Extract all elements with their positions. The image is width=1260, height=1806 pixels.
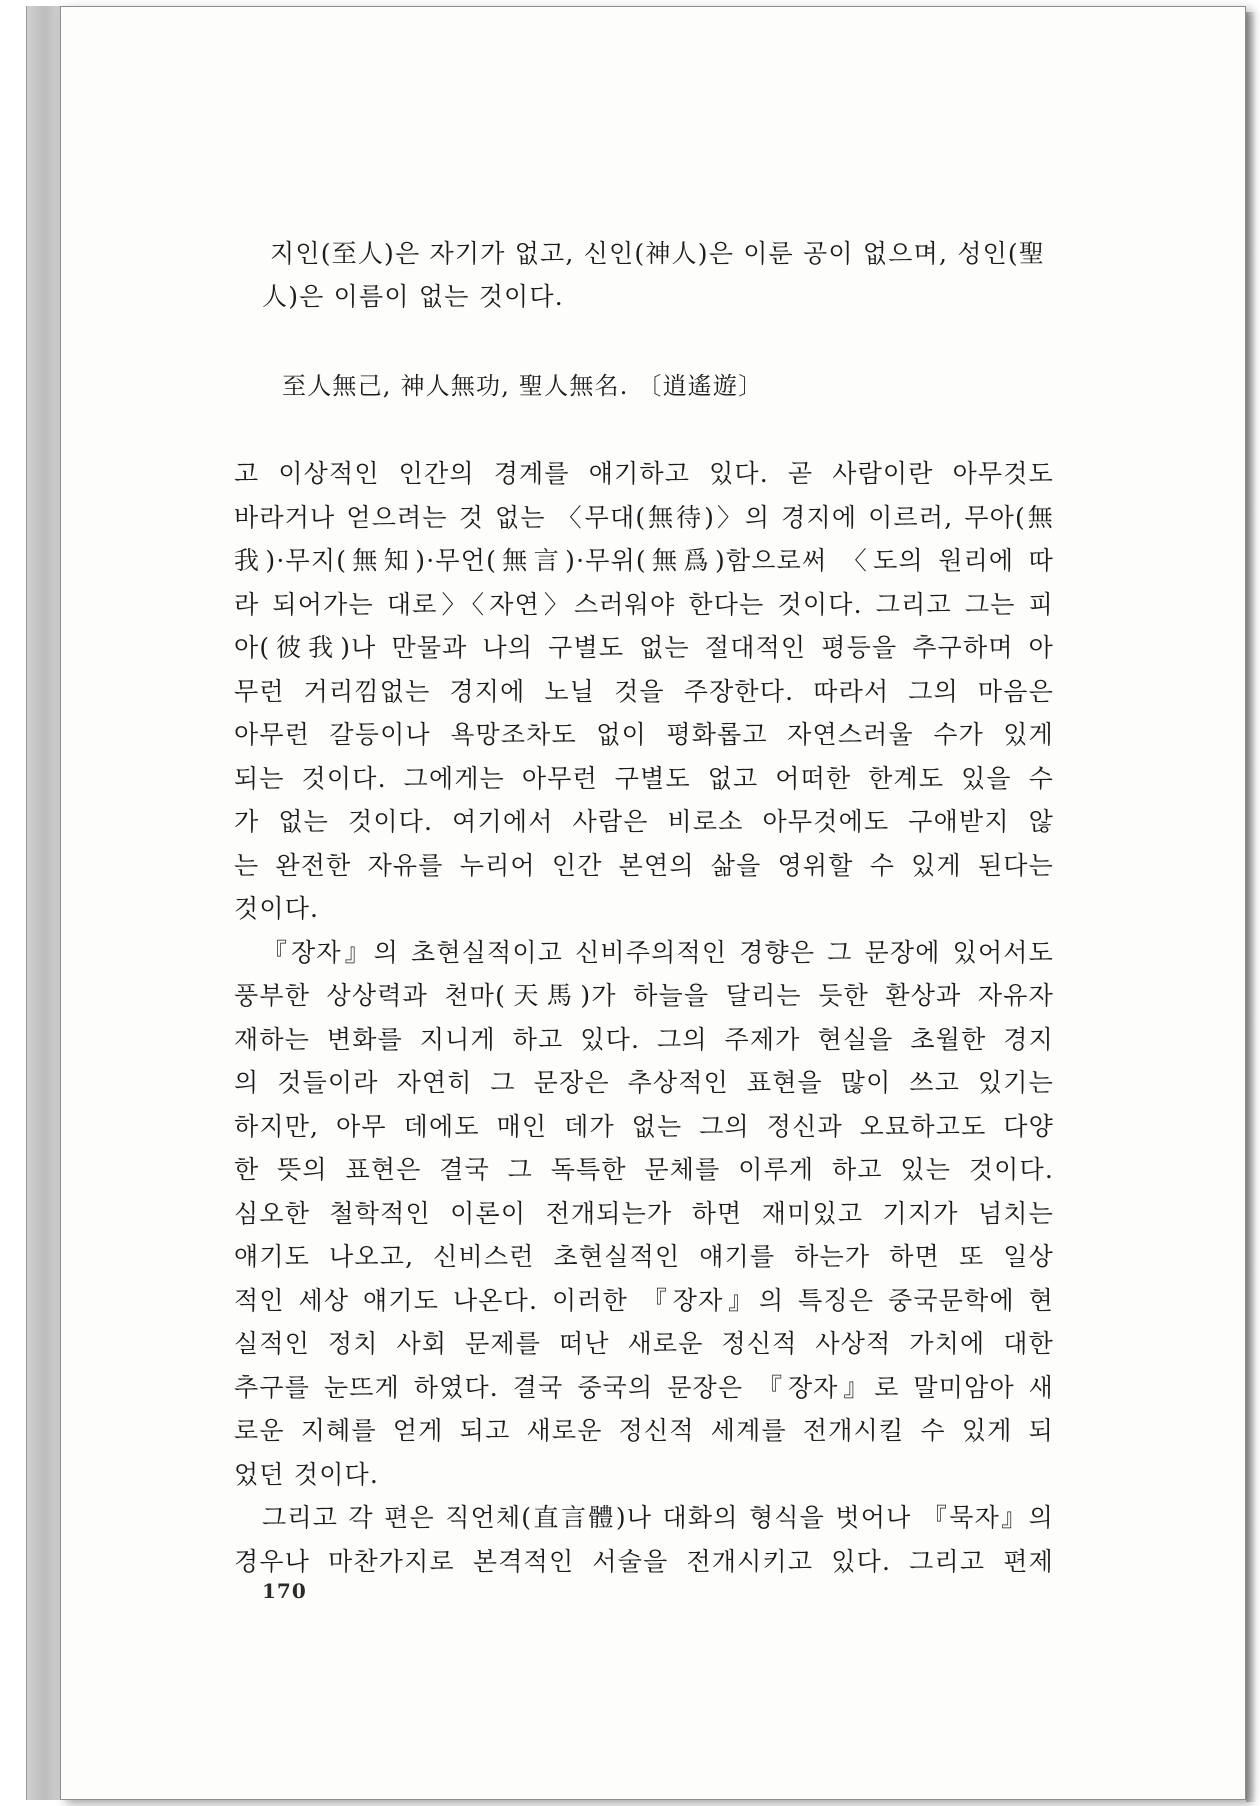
- body-line: 얘기도 나오고, 신비스런 초현실적인 얘기를 하는가 하면 또 일상: [234, 1242, 1054, 1271]
- page-shadow: [1246, 12, 1256, 1802]
- page-number: 170: [262, 1579, 307, 1603]
- body-line: 바라거나 얻으려는 것 없는 〈무대(無待)〉의 경지에 이르러, 무아(無: [234, 502, 1054, 532]
- body-line: 아무런 갈등이나 욕망조차도 없이 평화롭고 자연스러울 수가 있게: [234, 720, 1054, 749]
- body-line: 는 완전한 자유를 누리어 인간 본연의 삶을 영위할 수 있게 된다는: [234, 850, 1054, 880]
- body-line: 아(彼我)나 만물과 나의 구별도 없는 절대적인 평등을 추구하며 아: [234, 633, 1054, 662]
- body-line: 의 것들이라 자연히 그 문장은 추상적인 표현을 많이 쓰고 있기는: [234, 1068, 1054, 1097]
- body-line: 추구를 눈뜨게 하였다. 결국 중국의 문장은 『장자』로 말미암아 새: [234, 1372, 1054, 1402]
- quote-line: 人)은 이름이 없는 것이다.: [262, 282, 564, 311]
- body-line: 었던 것이다.: [234, 1459, 380, 1489]
- body-line: 것이다.: [234, 894, 320, 923]
- body-paragraphs: [234, 452, 1054, 1583]
- body-line: 하지만, 아무 데에도 매인 데가 없는 그의 정신과 오묘하고도 다양: [234, 1111, 1054, 1141]
- body-line: 풍부한 상상력과 천마(天馬)가 하늘을 달리는 듯한 환상과 자유자: [234, 981, 1054, 1010]
- body-line: 되는 것이다. 그에게는 아무런 구별도 없고 어떠한 한계도 있을 수: [234, 763, 1054, 793]
- body-line: 한 뜻의 표현은 결국 그 독특한 문체를 이루게 하고 있는 것이다.: [234, 1155, 1054, 1184]
- quote-line: 지인(至人)은 자기가 없고, 신인(神人)은 이룬 공이 없으며, 성인(聖: [270, 239, 1046, 268]
- body-line: 실적인 정치 사회 문제를 떠난 새로운 정신적 사상적 가치에 대한: [234, 1329, 1054, 1358]
- body-line: 『장자』의 초현실적이고 신비주의적인 경향은 그 문장에 있어서도: [262, 937, 1054, 967]
- body-line: 적인 세상 얘기도 나온다. 이러한 『장자』의 특징은 중국문학에 현: [234, 1285, 1054, 1315]
- body-line: 로운 지혜를 얻게 되고 새로운 정신적 세계를 전개시킬 수 있게 되: [234, 1416, 1054, 1445]
- body-line: 라 되어가는 대로〉〈자연〉스러워야 한다는 것이다. 그리고 그는 피: [234, 589, 1054, 619]
- body-line: 그리고 각 편은 직언체(直言體)나 대화의 형식을 벗어나 『묵자』의: [262, 1503, 1054, 1532]
- quote-korean-translation: [262, 232, 1060, 318]
- body-line: 我)·무지(無知)·무언(無言)·무위(無爲)함으로써 〈도의 원리에 따: [234, 546, 1054, 575]
- body-line: 경우나 마찬가지로 본격적인 서술을 전개시키고 있다. 그리고 편제: [234, 1546, 1054, 1576]
- quote-chinese-original: 至人無己, 神人無功, 聖人無名. 〔逍遙遊〕: [282, 372, 764, 400]
- body-line: 고 이상적인 인간의 경계를 얘기하고 있다. 곧 사람이란 아무것도: [234, 459, 1054, 488]
- body-line: 무런 거리낌없는 경지에 노닐 것을 주장한다. 따라서 그의 마음은: [234, 676, 1054, 706]
- body-line: 재하는 변화를 지니게 하고 있다. 그의 주제가 현실을 초월한 경지: [234, 1024, 1054, 1054]
- body-line: 심오한 철학적인 이론이 전개되는가 하면 재미있고 기지가 넘치는: [234, 1198, 1054, 1228]
- body-line: 가 없는 것이다. 여기에서 사람은 비로소 아무것에도 구애받지 않: [234, 807, 1054, 836]
